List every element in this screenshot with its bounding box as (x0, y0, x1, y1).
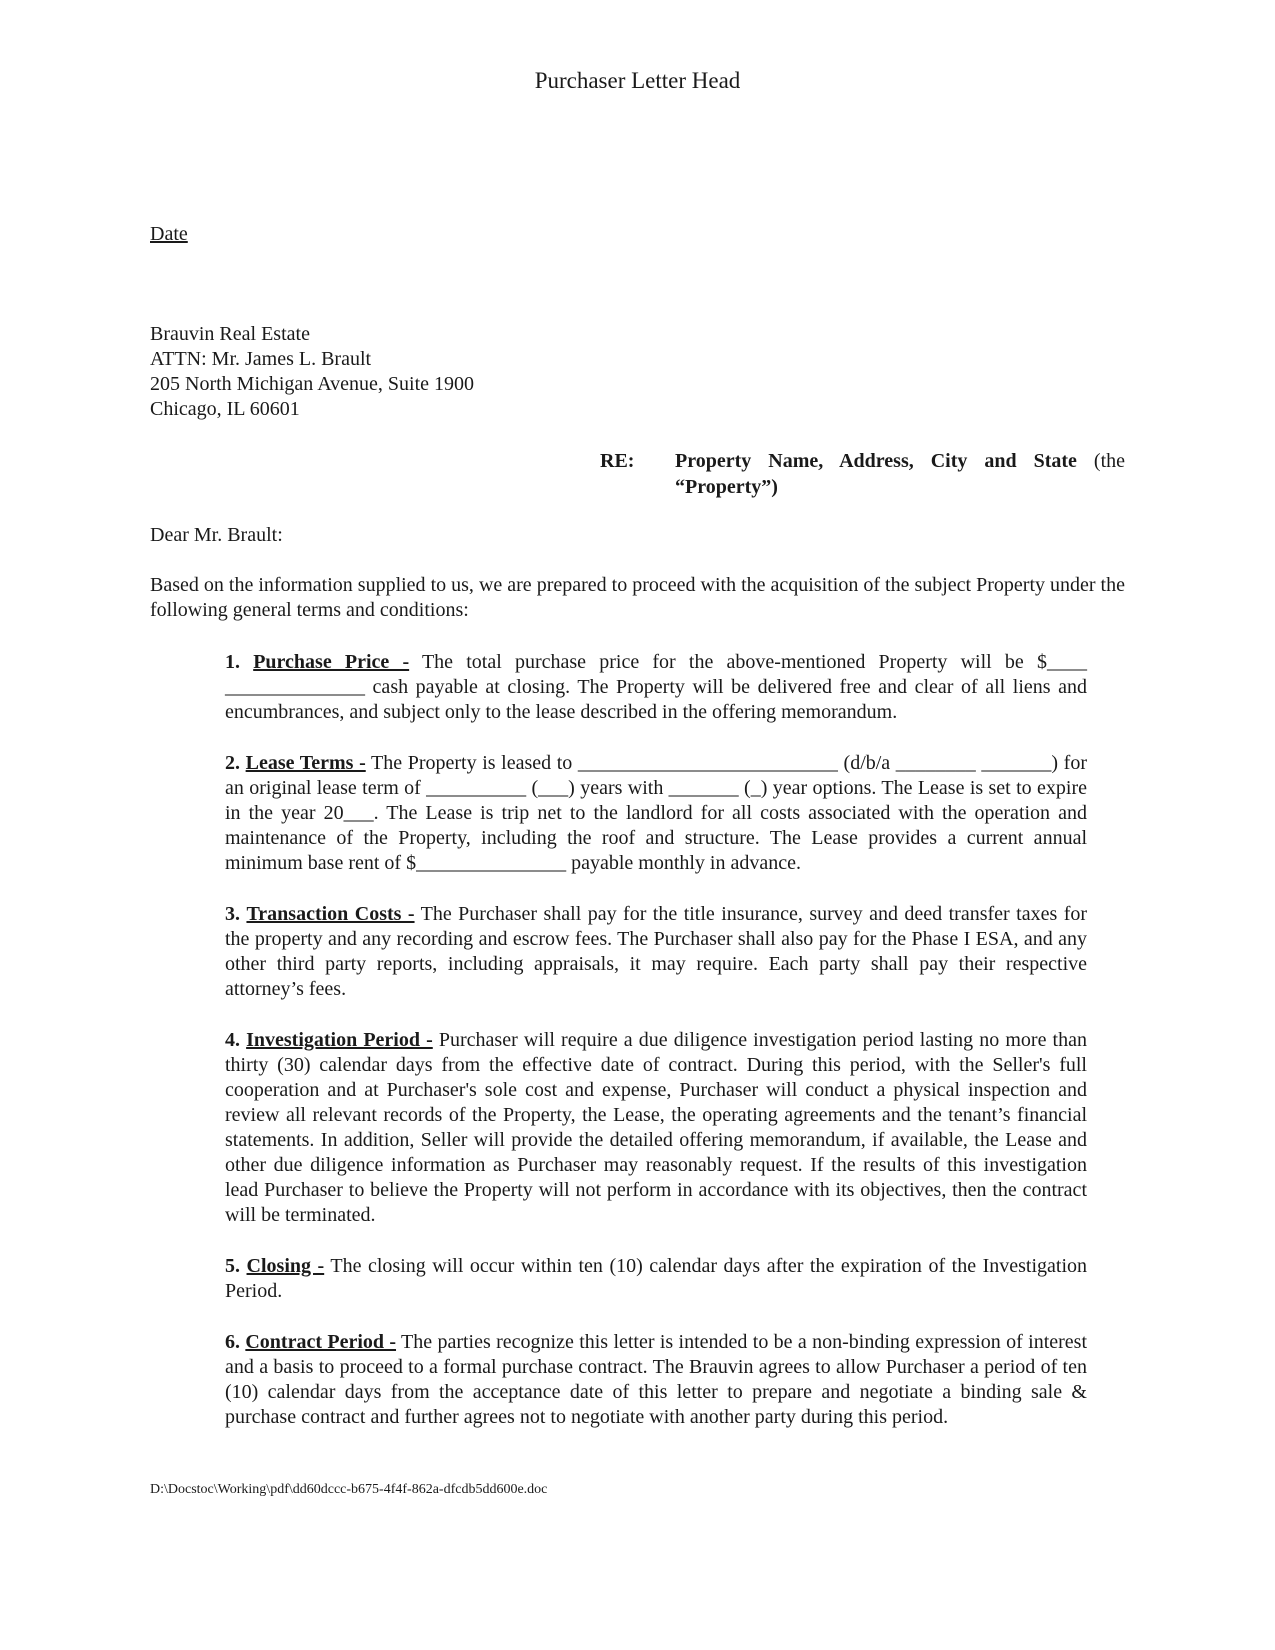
letterhead-title: Purchaser Letter Head (534, 68, 741, 93)
term-body: The parties recognize this letter is intended to be a non-binding expression of interest and a basis to proceed to a formal purchase contract. The Brauvin agrees to allow Purchaser a period of ten (10) calendar days from the acceptance date of this letter to prepare and negotiate a binding sale & purchase contract and further agrees not to negotiate with another party during this period. (225, 1331, 1088, 1428)
term-body: The closing will occur within ten (10) calendar days after the expiration of the Investigation Period. (225, 1255, 1088, 1302)
terms-list (225, 650, 1087, 1456)
recipient-attn: ATTN: Mr. James L. Brault (150, 348, 372, 370)
term-heading: Closing - (246, 1255, 325, 1277)
recipient-address (150, 322, 474, 422)
re-property-tag: “Property”) (675, 476, 778, 498)
intro-paragraph: Based on the information supplied to us, we are prepared to proceed with the acquisition of the subject Property under the following general terms and conditions: (150, 574, 1125, 621)
term-heading: Contract Period - (245, 1331, 397, 1353)
term-number: 2. (225, 752, 240, 774)
term-heading: Investigation Period - (246, 1029, 433, 1051)
re-property-name: Property Name, Address, City and State (675, 450, 1077, 472)
term-body: The Property is leased to __________________________ (d/b/a ________ _______) for an original lease term of __________ (___) years with _______ (_) year options. The Lease is set to expire in the year 20___. The Lease is trip net to the landlord for all costs associated with the operation and maintenance of the Property, including the roof and structure. The Lease provides a current annual minimum base rent of $_______________ payable monthly in advance. (225, 752, 1088, 874)
term-body: Purchaser will require a due diligence investigation period lasting no more than thirty (30) calendar days from the effective date of contract. During this period, with the Seller's full cooperation and at Purchaser's sole cost and expense, Purchaser will conduct a physical inspection and review all relevant records of the Property, the Lease, the operating agreements and the tenant’s financial statements. In addition, Seller will provide the detailed offering memorandum, if available, the Lease and other due diligence information as Purchaser may reasonably request. If the results of this investigation lead Purchaser to believe the Property will not perform in accordance with its objectives, then the contract will be terminated. (225, 1029, 1087, 1226)
re-label: RE: (600, 450, 635, 472)
term-number: 6. (225, 1331, 240, 1353)
re-subject-line (675, 448, 1125, 474)
date-label: Date (150, 223, 188, 245)
recipient-company: Brauvin Real Estate (150, 323, 310, 345)
recipient-street: 205 North Michigan Avenue, Suite 1900 (150, 373, 475, 395)
term-item (225, 1330, 1087, 1430)
term-body: The Purchaser shall pay for the title insurance, survey and deed transfer taxes for the property and any recording and escrow fees. The Purchaser shall also pay for the Phase I ESA, and any other third party reports, including appraisals, it may require. Each party shall pay their respective attorney’s fees. (225, 903, 1088, 1000)
term-number: 5. (225, 1255, 240, 1277)
term-item (225, 1028, 1087, 1228)
recipient-city: Chicago, IL 60601 (150, 398, 300, 420)
term-number: 3. (225, 903, 240, 925)
term-item (225, 751, 1087, 876)
term-number: 1. (225, 651, 240, 673)
footer-file-path: D:\Docstoc\Working\pdf\dd60dccc-b675-4f4f-862a-dfcdb5dd600e.doc (150, 1482, 548, 1497)
term-heading: Lease Terms - (245, 752, 366, 774)
term-item (225, 1254, 1087, 1304)
term-heading: Purchase Price - (253, 651, 410, 673)
term-item (225, 650, 1087, 725)
re-block (600, 448, 1125, 500)
re-the: (the (1093, 450, 1125, 472)
term-number: 4. (225, 1029, 240, 1051)
term-body: The total purchase price for the above-mentioned Property will be $____ ______________ cash payable at closing. The Property will be delivered free and clear of all liens and encumbrances, and subject only to the lease described in the offering memorandum. (225, 651, 1087, 723)
term-item (225, 902, 1087, 1002)
salutation: Dear Mr. Brault: (150, 524, 283, 546)
term-heading: Transaction Costs - (246, 903, 415, 925)
